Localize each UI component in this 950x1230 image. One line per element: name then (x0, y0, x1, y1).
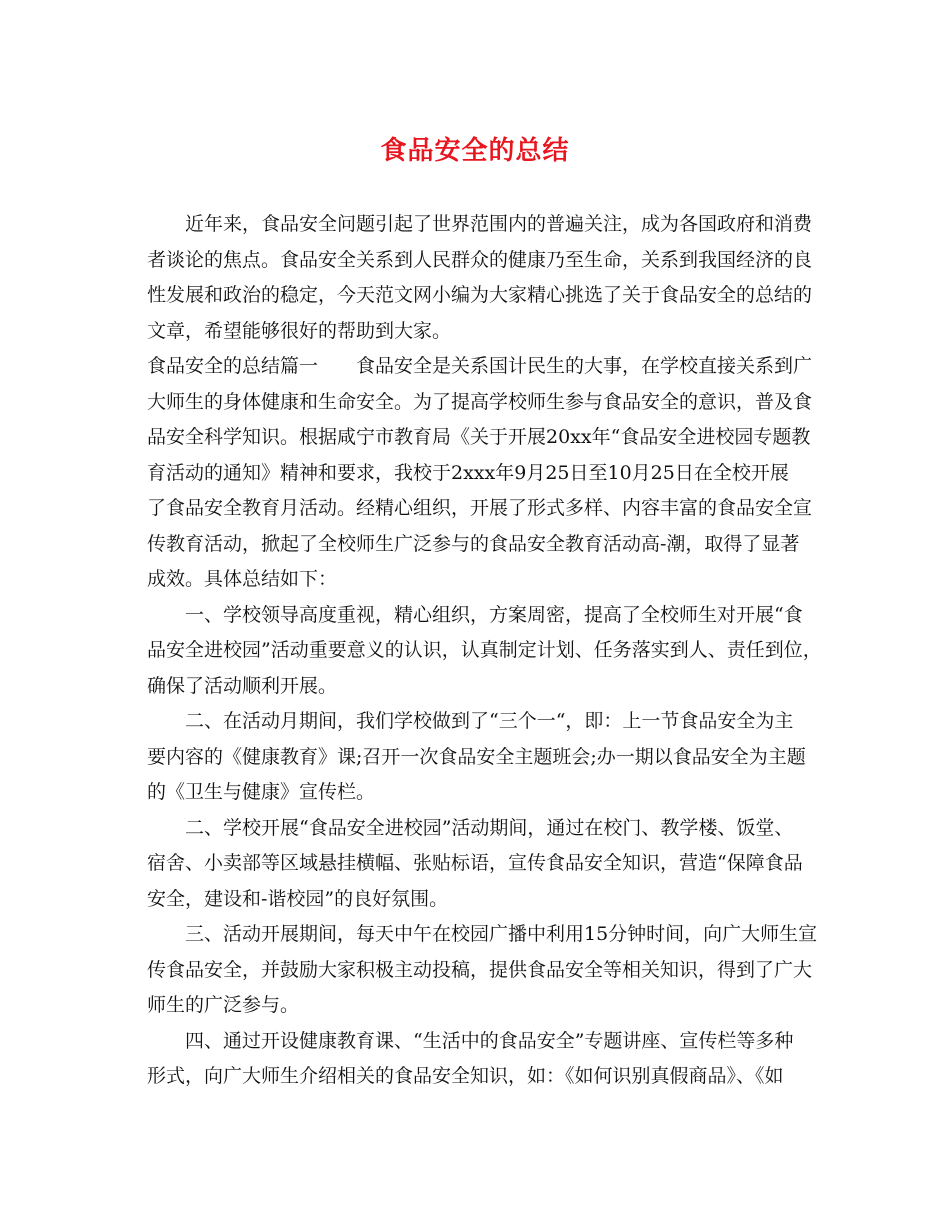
paragraph-line: 品安全进校园”活动重要意义的认识，认真制定计划、任务落实到人、责任到位， (147, 639, 822, 661)
paragraph-line: 三、活动开展期间，每天中午在校园广播中利用15分钟时间，向广大师生宣 (185, 923, 818, 945)
paragraph-line: 育活动的通知》精神和要求，我校于2xxx年9月25日至10月25日在全校开展 (147, 461, 789, 484)
paragraph-line: 了食品安全教育月活动。经精心组织，开展了形式多样、内容丰富的食品安全宣 (147, 497, 813, 519)
paragraph-line: 一、学校领导高度重视，精心组织，方案周密，提高了全校师生对开展“食 (185, 603, 803, 626)
paragraph-line: 的《卫生与健康》宣传栏。 (147, 781, 376, 803)
paragraph-line: 大师生的身体健康和生命安全。为了提高学校师生参与食品安全的意识，普及食 (147, 390, 813, 413)
document-title: 食品安全的总结 (380, 136, 570, 166)
document-body (147, 207, 822, 1095)
paragraph-line: 师生的广泛参与。 (147, 994, 300, 1016)
paragraph-line: 四、通过开设健康教育课、“生活中的食品安全”专题讲座、宣传栏等多种 (185, 1029, 794, 1052)
paragraph-line: 传教育活动，掀起了全校师生广泛参与的食品安全教育活动高-潮，取得了显著 (147, 532, 800, 555)
paragraph-line: 成效。具体总结如下： (147, 568, 338, 590)
paragraph-line: 二、在活动月期间，我们学校做到了“三个一“，即：上一节食品安全为主 (185, 710, 794, 732)
paragraph-line: 宿舍、小卖部等区域悬挂横幅、张贴标语，宣传食品安全知识，营造“保障食品 (147, 852, 803, 874)
section-heading: 食品安全的总结篇一 (147, 355, 319, 377)
paragraph-line: 二、学校开展“食品安全进校园”活动期间，通过在校门、教学楼、饭堂、 (185, 816, 794, 839)
paragraph-line: 品安全科学知识。根据咸宁市教育局《关于开展20xx年“食品安全进校园专题教 (147, 426, 811, 448)
paragraph-line: 近年来，食品安全问题引起了世界范围内的普遍关注，成为各国政府和消费 (185, 213, 813, 235)
paragraph-line (147, 349, 813, 385)
paragraph-line: 要内容的《健康教育》课;召开一次食品安全主题班会;办一期以食品安全为主题 (147, 745, 806, 768)
paragraph-line: 形式，向广大师生介绍相关的食品安全知识，如：《如何识别真假商品》、《如 (147, 1065, 784, 1087)
paragraph-line: 传食品安全，并鼓励大家积极主动投稿，提供食品安全等相关知识，得到了广大 (147, 958, 813, 981)
section-text: 食品安全是关系国计民生的大事，在学校直接关系到广 (356, 355, 813, 377)
paragraph-line: 确保了活动顺利开展。 (147, 674, 338, 697)
paragraph-line: 性发展和政治的稳定，今天范文网小编为大家精心挑选了关于食品安全的总结的 (147, 284, 813, 306)
paragraph-line: 者谈论的焦点。食品安全关系到人民群众的健康乃至生命，关系到我国经济的良 (147, 248, 813, 271)
paragraph-line: 安全，建设和-谐校园”的良好氛围。 (147, 887, 449, 910)
paragraph-line: 文章，希望能够很好的帮助到大家。 (147, 319, 452, 342)
